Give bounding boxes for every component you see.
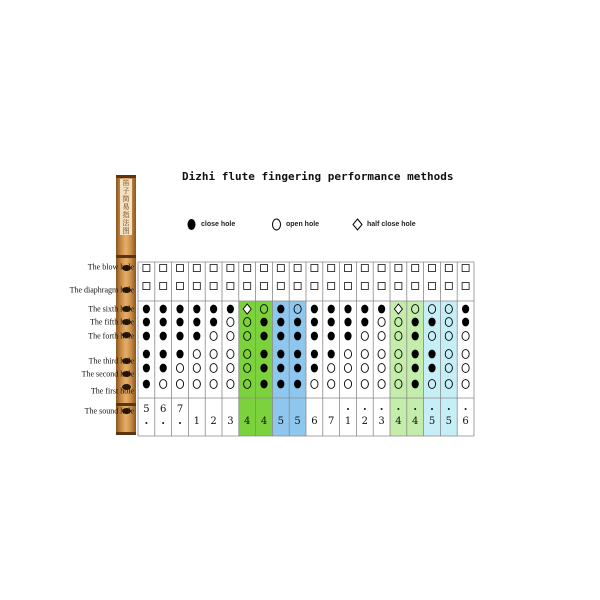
open-hole-mark <box>462 350 469 359</box>
closed-hole-mark <box>412 350 419 359</box>
closed-hole-mark <box>294 364 301 373</box>
note-label: 2 <box>361 416 368 427</box>
legend-half-label: half close hole <box>367 221 416 228</box>
blow-hole-marker <box>412 265 419 272</box>
note-label: 5 <box>445 416 452 427</box>
diaphragm-hole-marker <box>277 283 284 290</box>
blow-hole-marker <box>227 265 234 272</box>
closed-hole-mark <box>160 364 167 373</box>
open-hole-mark <box>462 332 469 341</box>
open-hole-mark <box>160 380 167 389</box>
blow-hole-marker <box>429 265 436 272</box>
closed-hole-mark <box>328 305 335 314</box>
closed-hole-mark <box>311 350 318 359</box>
closed-hole-mark <box>277 380 284 389</box>
open-hole-mark <box>378 318 385 327</box>
octave-dot-below <box>179 422 181 424</box>
open-hole-mark <box>361 332 368 341</box>
note-label: 4 <box>244 416 251 427</box>
open-hole-mark <box>227 350 234 359</box>
blow-hole-marker <box>177 265 184 272</box>
octave-dot-above <box>381 408 383 410</box>
closed-hole-mark <box>143 305 150 314</box>
open-hole-mark <box>193 350 200 359</box>
note-label: 4 <box>412 416 419 427</box>
closed-hole-mark <box>294 318 301 327</box>
closed-hole-mark <box>311 332 318 341</box>
open-hole-mark <box>344 364 351 373</box>
octave-dot-above <box>448 408 450 410</box>
open-hole-mark <box>462 380 469 389</box>
closed-hole-mark <box>277 332 284 341</box>
closed-hole-mark <box>294 380 301 389</box>
note-label: 5 <box>143 404 150 415</box>
diaphragm-hole-marker <box>227 283 234 290</box>
closed-hole-mark <box>143 364 150 373</box>
blow-hole-marker <box>328 265 335 272</box>
open-hole-mark <box>328 364 335 373</box>
closed-hole-mark <box>176 350 183 359</box>
closed-hole-mark <box>311 364 318 373</box>
closed-hole-mark <box>143 350 150 359</box>
closed-hole-mark <box>277 318 284 327</box>
closed-hole-mark <box>227 305 234 314</box>
blow-hole-marker <box>277 265 284 272</box>
closed-hole-mark <box>428 350 435 359</box>
chart-title: Dizhi flute fingering performance methods <box>182 170 454 183</box>
label-sixth-hole: The sixth hole <box>88 304 134 314</box>
diaphragm-hole-marker <box>429 283 436 290</box>
open-hole-mark <box>210 332 217 341</box>
label-first-hole: The first hole <box>90 386 134 396</box>
note-label: 5 <box>277 416 284 427</box>
octave-dot-above <box>465 408 467 410</box>
note-label: 6 <box>311 416 318 427</box>
diaphragm-hole-marker <box>378 283 385 290</box>
blow-hole-marker <box>361 265 368 272</box>
closed-hole-mark <box>361 305 368 314</box>
closed-hole-mark <box>277 364 284 373</box>
open-hole-mark <box>176 380 183 389</box>
closed-hole-mark <box>277 350 284 359</box>
diaphragm-hole-marker <box>328 283 335 290</box>
blow-hole-marker <box>345 265 352 272</box>
blow-hole-marker <box>395 265 402 272</box>
open-hole-mark <box>378 380 385 389</box>
note-label: 5 <box>294 416 301 427</box>
note-label: 6 <box>462 416 469 427</box>
octave-dot-above <box>364 408 366 410</box>
blow-hole-marker <box>261 265 268 272</box>
note-label: 4 <box>260 416 268 427</box>
closed-hole-mark <box>361 318 368 327</box>
closed-hole-mark <box>311 318 318 327</box>
note-label: 6 <box>160 404 167 415</box>
label-forth-hole: The forth hole <box>88 331 134 341</box>
blow-hole-marker <box>311 265 318 272</box>
diaphragm-hole-marker <box>395 283 402 290</box>
note-label: 2 <box>210 416 217 427</box>
closed-hole-mark <box>412 380 419 389</box>
diaphragm-hole-marker <box>345 283 352 290</box>
blow-hole-marker <box>160 265 167 272</box>
closed-hole-mark <box>210 305 217 314</box>
closed-hole-mark <box>193 332 200 341</box>
closed-hole-mark <box>160 318 167 327</box>
closed-hole-mark <box>143 332 150 341</box>
open-hole-mark <box>210 364 217 373</box>
closed-hole-mark <box>193 318 200 327</box>
label-third-hole: The third hole <box>88 356 134 366</box>
closed-hole-mark <box>412 364 419 373</box>
diaphragm-hole-marker <box>177 283 184 290</box>
closed-hole-mark <box>344 318 351 327</box>
closed-hole-mark <box>412 332 419 341</box>
closed-hole-mark <box>328 332 335 341</box>
diaphragm-hole-marker <box>193 283 200 290</box>
closed-hole-mark <box>344 305 351 314</box>
octave-dot-below <box>162 422 164 424</box>
blow-hole-marker <box>294 265 301 272</box>
note-label: 5 <box>428 416 436 427</box>
diaphragm-hole-marker <box>361 283 368 290</box>
closed-hole-mark <box>260 332 267 341</box>
blow-hole-marker <box>193 265 200 272</box>
closed-hole-mark <box>311 305 318 314</box>
closed-hole-mark <box>176 332 183 341</box>
open-hole-mark <box>227 318 234 327</box>
open-hole-mark <box>361 364 368 373</box>
open-hole-mark <box>210 350 217 359</box>
blow-hole-marker <box>210 265 217 272</box>
closed-hole-mark <box>260 350 267 359</box>
octave-dot-above <box>431 408 433 410</box>
open-hole-mark <box>344 350 351 359</box>
note-label: 7 <box>176 404 184 415</box>
closed-hole-mark <box>277 305 284 314</box>
note-label: 3 <box>378 416 385 427</box>
open-hole-mark <box>176 364 183 373</box>
octave-dot-above <box>347 408 349 410</box>
label-diaphragm-hole: The diaphragm hole <box>69 285 134 295</box>
label-sound-hole: The sound hole <box>84 406 134 416</box>
diaphragm-hole-marker <box>160 283 167 290</box>
note-label: 4 <box>395 416 402 427</box>
closed-hole-mark <box>260 364 267 373</box>
octave-dot-above <box>397 408 399 410</box>
open-hole-mark <box>344 380 351 389</box>
closed-hole-mark <box>143 318 150 327</box>
note-label: 7 <box>328 416 335 427</box>
open-hole-mark <box>227 364 234 373</box>
octave-dot-above <box>414 408 416 410</box>
open-hole-mark <box>361 350 368 359</box>
closed-hole-mark <box>210 318 217 327</box>
note-label: 1 <box>344 416 352 427</box>
blow-hole-marker <box>445 265 452 272</box>
note-label: 3 <box>227 416 234 427</box>
flute-label: 笛子简易指法图 <box>120 179 132 235</box>
label-blow-hole: The blow hole <box>87 262 134 272</box>
closed-hole-mark <box>462 305 469 314</box>
legend-open-label: open hole <box>286 221 320 228</box>
open-hole-mark <box>227 380 234 389</box>
open-hole-mark <box>193 380 200 389</box>
closed-hole-mark <box>160 332 167 341</box>
open-hole-mark <box>462 364 469 373</box>
octave-dot-below <box>145 422 147 424</box>
diaphragm-hole-marker <box>261 283 268 290</box>
closed-hole-mark <box>378 305 385 314</box>
diaphragm-hole-marker <box>412 283 419 290</box>
blow-hole-marker <box>143 265 150 272</box>
open-hole-mark <box>227 332 234 341</box>
diaphragm-hole-marker <box>143 283 150 290</box>
label-second-hole: The second hole <box>81 369 134 379</box>
diaphragm-hole-marker <box>445 283 452 290</box>
diaphragm-hole-marker <box>311 283 318 290</box>
open-hole-mark <box>378 332 385 341</box>
closed-hole-mark <box>160 305 167 314</box>
closed-hole-mark <box>193 305 200 314</box>
open-hole-mark <box>328 380 335 389</box>
closed-hole-mark <box>462 318 469 327</box>
label-fifth-hole: The fifth hole <box>90 317 134 327</box>
diaphragm-hole-marker <box>210 283 217 290</box>
closed-hole-mark <box>294 332 301 341</box>
blow-hole-marker <box>462 265 469 272</box>
closed-hole-mark <box>176 305 183 314</box>
diaphragm-hole-marker <box>462 283 469 290</box>
closed-hole-mark <box>260 318 267 327</box>
open-hole-mark <box>378 364 385 373</box>
legend-closed-label: close hole <box>201 221 236 228</box>
closed-hole-mark <box>428 364 435 373</box>
open-hole-mark <box>193 364 200 373</box>
closed-hole-mark <box>328 318 335 327</box>
note-label: 1 <box>193 416 200 427</box>
open-hole-mark <box>210 380 217 389</box>
open-hole-mark <box>378 350 385 359</box>
diaphragm-hole-marker <box>244 283 251 290</box>
closed-hole-mark <box>344 332 351 341</box>
open-hole-mark <box>311 380 318 389</box>
closed-hole-mark <box>160 350 167 359</box>
closed-hole-mark <box>328 350 335 359</box>
open-hole-mark <box>361 380 368 389</box>
closed-hole-mark <box>428 318 435 327</box>
diaphragm-hole-marker <box>294 283 301 290</box>
closed-hole-mark <box>143 380 150 389</box>
closed-hole-mark <box>260 380 267 389</box>
closed-hole-mark <box>294 350 301 359</box>
blow-hole-marker <box>378 265 385 272</box>
closed-hole-mark <box>176 318 183 327</box>
closed-hole-mark <box>412 318 419 327</box>
blow-hole-marker <box>244 265 251 272</box>
